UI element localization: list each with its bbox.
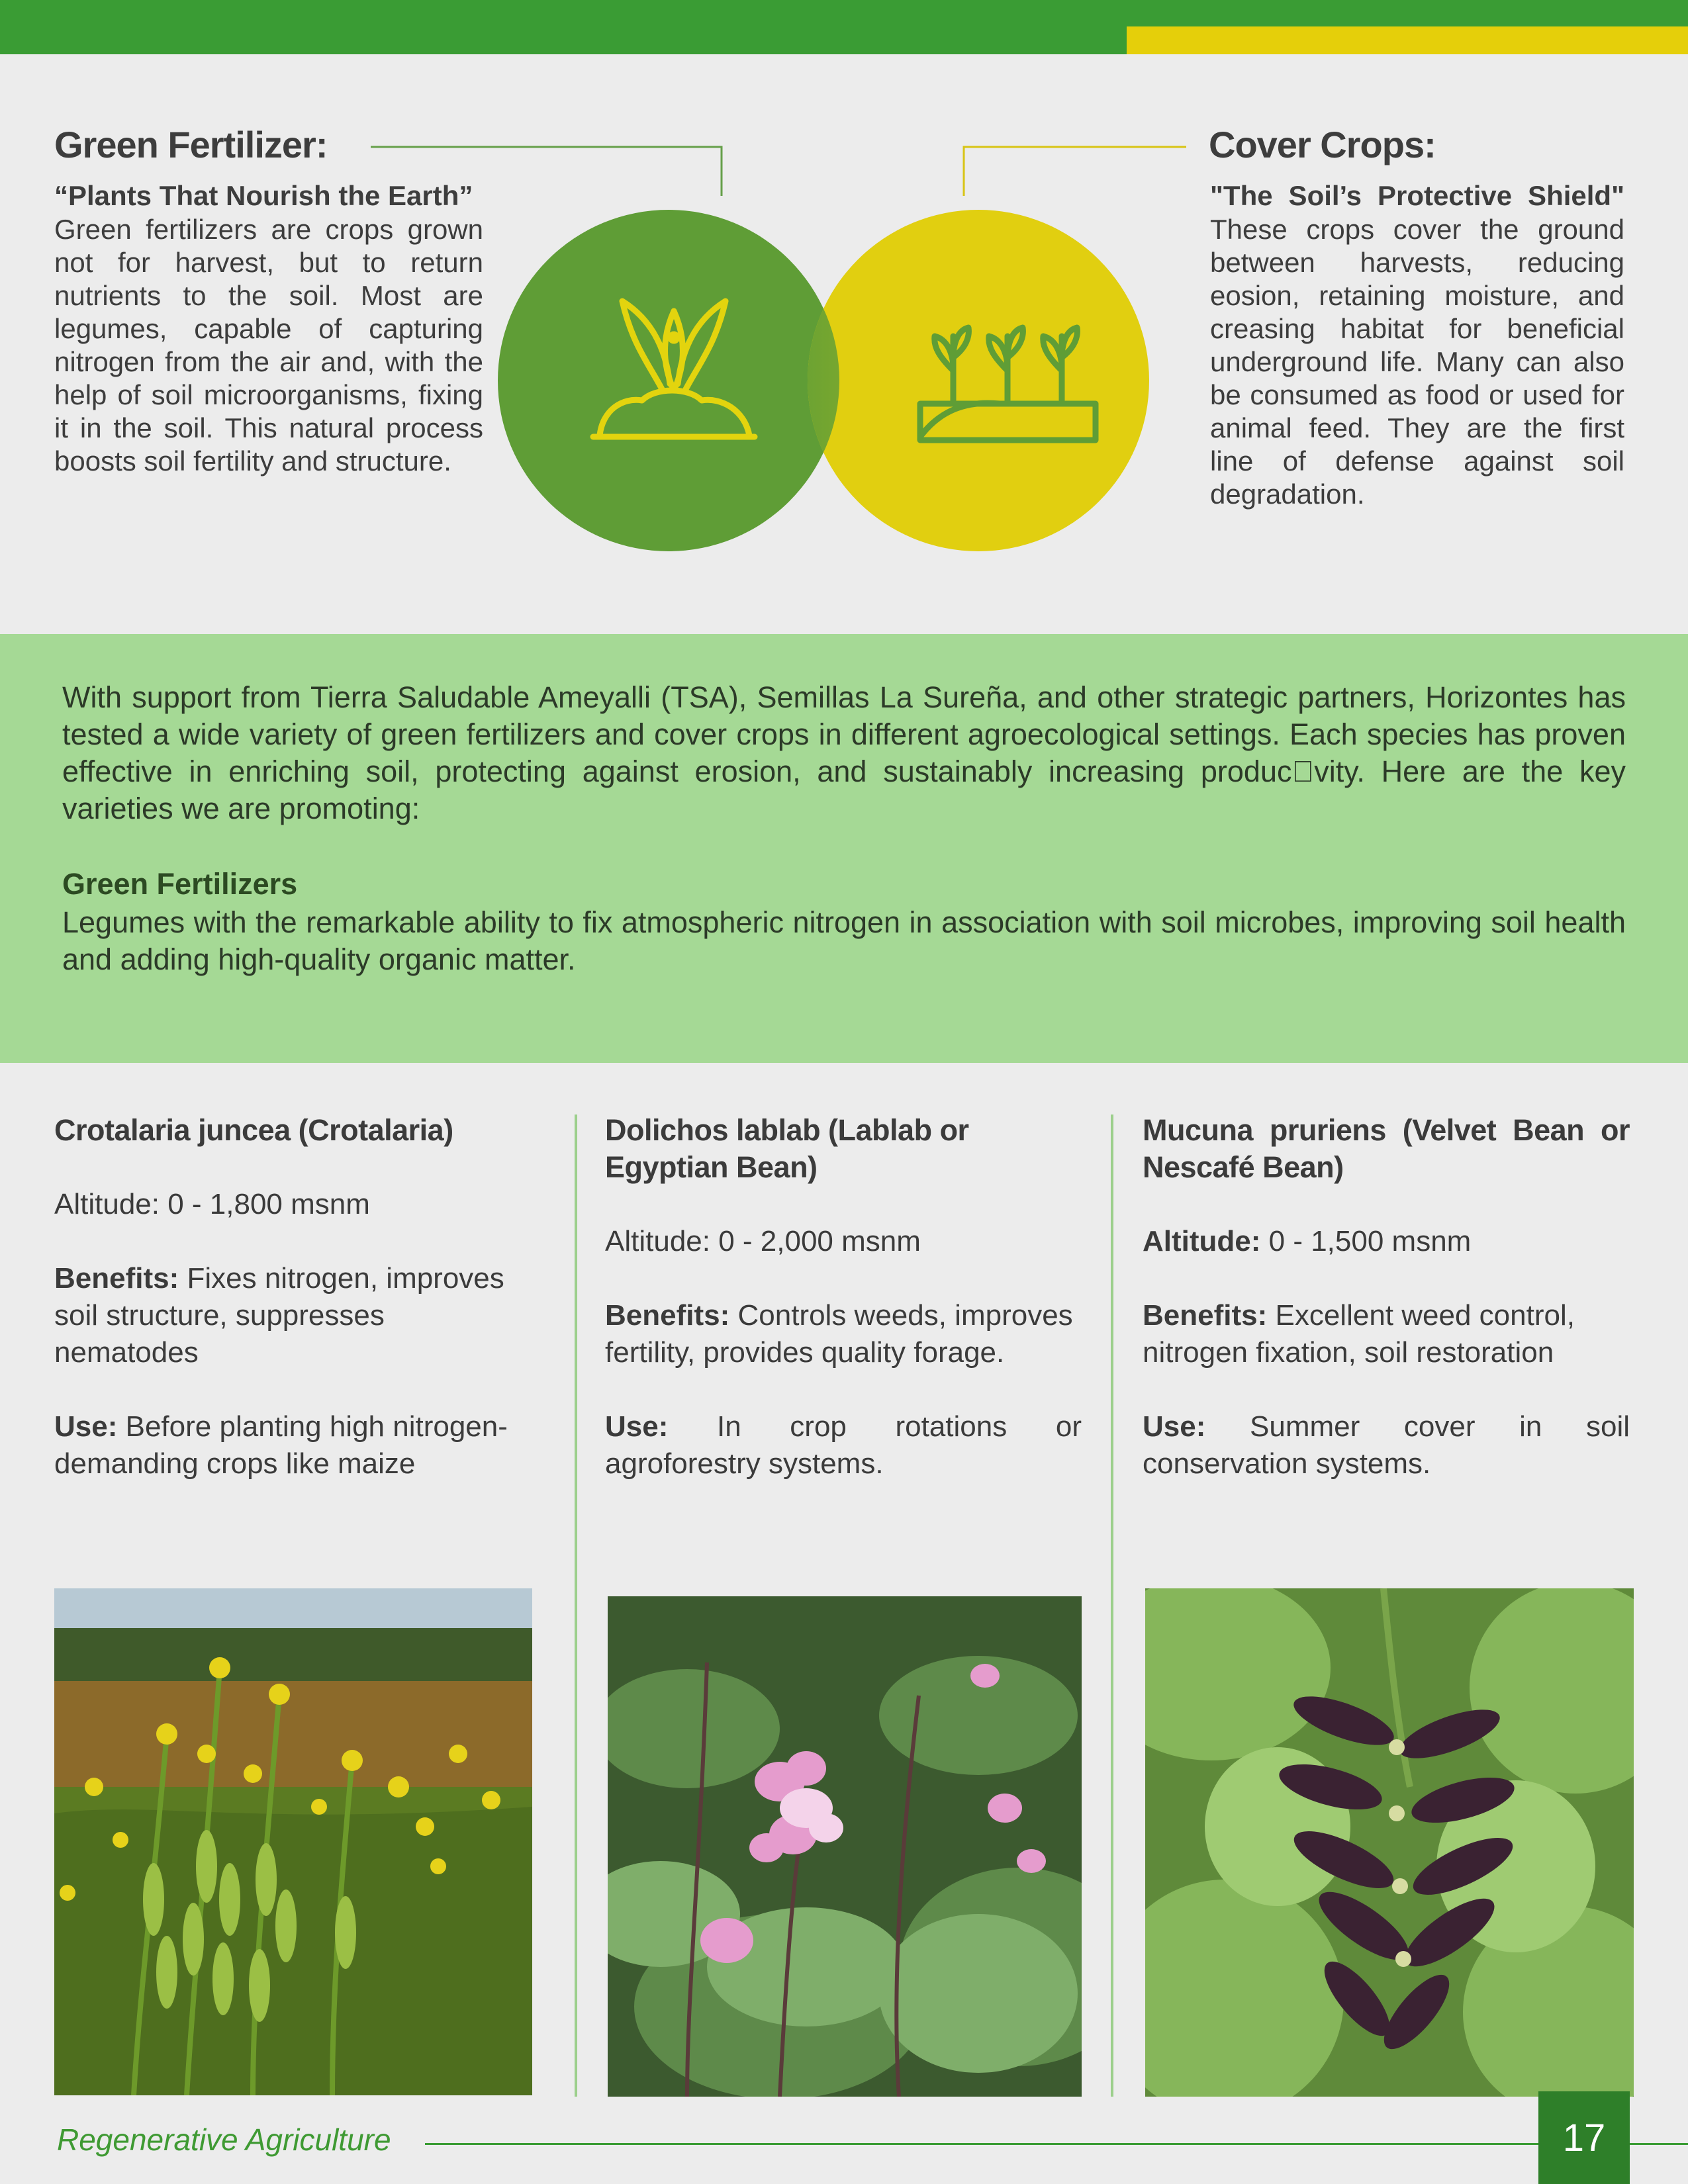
mucuna-photo xyxy=(1145,1588,1634,2097)
venn-diagram xyxy=(371,126,1231,576)
species-benefits: Benefits: Excellent weed control, nitrogen fixation, soil restoration xyxy=(1143,1299,1575,1369)
header-yellow-bar xyxy=(1127,26,1688,54)
cover-crops-title: Cover Crops: xyxy=(1209,124,1436,165)
connector-line-left xyxy=(371,147,722,196)
column-divider xyxy=(1111,1115,1113,2097)
lablab-photo xyxy=(608,1596,1082,2097)
species-use: Use: Summer cover in soil conservation systems. xyxy=(1143,1410,1630,1480)
partners-intro-text: With support from Tierra Saludable Ameyalli (TSA), Semillas La Sureña, and other strategic partners, Horizontes has tested a wide variety of green fertilizers and cover crops in different agroecological settings. Each species has proven effective in enriching soil, protecting against erosion, and sustainably increasing produc vity. Here are the key varieties we are promoting: xyxy=(62,680,1626,825)
footer-section-title: Regenerative Agriculture xyxy=(57,2122,391,2157)
green-fertilizer-body: Green fertilizers are crops grown not for harvest, but to return nutrients to the soil. Most are legumes, capable of capturing nitrogen from the air and, with the help of soil microorganisms, fixing it in the soil. This natural process boosts soil fertility and structure. xyxy=(54,214,483,477)
cover-crops-subtitle: "The Soil’s Protective Shield" xyxy=(1210,180,1624,211)
species-card-lablab xyxy=(605,1112,1082,1482)
crotalaria-photo xyxy=(54,1588,532,2095)
species-altitude: Altitude: 0 - 2,000 msnm xyxy=(605,1225,921,1257)
connector-line-right xyxy=(964,147,1186,196)
species-name: Crotalaria juncea (Crotalaria) xyxy=(54,1113,453,1147)
page-number: 17 xyxy=(1538,2091,1630,2184)
species-name: Mucuna pruriens (Velvet Bean or Nescafé Bean) xyxy=(1143,1113,1630,1184)
column-divider xyxy=(575,1115,577,2097)
species-card-mucuna xyxy=(1143,1112,1630,1482)
species-benefits: Benefits: Fixes nitrogen, improves soil structure, suppresses nematodes xyxy=(54,1262,504,1369)
yellow-circle xyxy=(808,210,1149,551)
species-benefits: Benefits: Controls weeds, improves fertility, provides quality forage. xyxy=(605,1299,1073,1369)
species-altitude: Altitude: 0 - 1,800 msnm xyxy=(54,1188,370,1220)
species-altitude: Altitude: 0 - 1,500 msnm xyxy=(1143,1225,1472,1257)
species-use: Use: In crop rotations or agroforestry systems. xyxy=(605,1410,1082,1480)
green-fertilizers-description: Legumes with the remarkable ability to fix atmospheric nitrogen in association with soil microbes, improving soil health and adding high-quality organic matter. xyxy=(62,905,1626,976)
green-fertilizer-title: Green Fertilizer: xyxy=(54,124,328,165)
footer-rule xyxy=(425,2143,1538,2145)
green-fertilizer-subtitle: “Plants That Nourish the Earth” xyxy=(54,180,473,211)
cover-crops-body: These crops cover the ground between harvests, reducing eosion, retaining moisture, and creasing habitat for beneficial underground life. Many can also be consumed as food or used for animal feed. They are the first line of defense against soil degradation. xyxy=(1210,214,1624,510)
species-card-crotalaria xyxy=(54,1112,531,1482)
species-name: Dolichos lablab (Lablab or Egyptian Bean) xyxy=(605,1113,969,1184)
footer-rule xyxy=(1628,2143,1688,2145)
green-fertilizers-heading: Green Fertilizers xyxy=(62,867,298,901)
species-use: Use: Before planting high nitrogen-demanding crops like maize xyxy=(54,1410,508,1480)
